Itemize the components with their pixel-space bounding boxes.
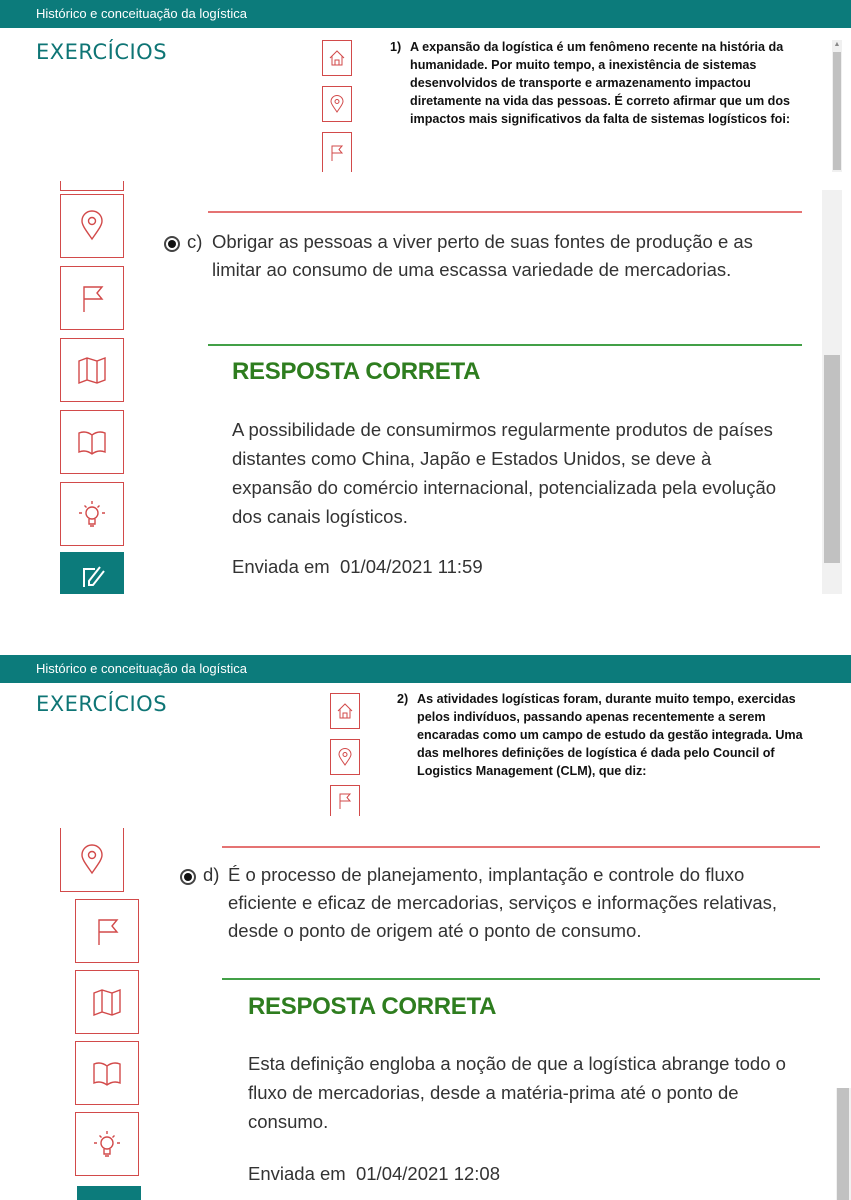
content-scrollbar[interactable] (822, 190, 842, 594)
sent-label: Enviada em (232, 556, 330, 577)
feedback-text: Esta definição engloba a noção de que a logística abrange todo o fluxo de mercadorias, desde a matéria-prima até o ponto de consumo. (248, 1053, 786, 1132)
section-title: EXERCÍCIOS (36, 692, 168, 716)
flag-icon[interactable] (75, 899, 139, 963)
location-pin-icon[interactable] (322, 86, 352, 122)
result-separator (222, 978, 820, 980)
book-icon[interactable] (75, 1041, 139, 1105)
question-2 (397, 690, 822, 780)
answer-radio[interactable] (180, 869, 196, 885)
lightbulb-icon[interactable] (60, 482, 124, 546)
question-scrollbar[interactable] (832, 40, 842, 172)
home-icon[interactable] (330, 693, 360, 729)
answer-separator (222, 846, 820, 848)
result-title: RESPOSTA CORRETA (248, 993, 497, 1020)
sent-timestamp (232, 556, 483, 578)
answer-letter: c) (187, 231, 203, 252)
partial-icon-tile (60, 181, 124, 191)
feedback-text: A possibilidade de consumirmos regularmente produtos de países distantes como China, Japão e Estados Unidos, se deve à expansão do comércio internacional, potencializada pela evolução dos canais logísticos. (232, 419, 777, 527)
breadcrumb[interactable]: Histórico e conceituação da logística (36, 661, 248, 676)
breadcrumb[interactable]: Histórico e conceituação da logística (36, 6, 248, 21)
sent-date: 01/04/2021 12:08 (355, 1163, 501, 1184)
scroll-up-icon[interactable]: ▲ (833, 41, 841, 48)
question-1 (390, 38, 810, 128)
question-number: 1) (390, 40, 402, 54)
question-text: A expansão da logística é um fenômeno recente na história da humanidade. Por muito tempo, a inexistência de sistemas desenvolvidos de transporte e armazenamento impactou diretamente na vida das pessoas. É correto afirmar que um dos impactos mais significativos da falta de sistemas logísticos foi: (410, 40, 791, 126)
content-scrollbar[interactable] (836, 1088, 851, 1200)
edit-icon[interactable] (77, 1186, 141, 1200)
selected-answer (203, 861, 798, 945)
question-text: As atividades logísticas foram, durante muito tempo, exercidas pelos indivíduos, passando apenas recentemente a serem encaradas como um campo de estudo da gestão integrada. Uma das melhores definições de logística é dada pelo Council of Logistics Management (CLM), que diz: (417, 692, 803, 778)
breadcrumb-bar (0, 0, 851, 28)
answer-separator (208, 211, 802, 213)
edit-icon[interactable] (60, 552, 124, 594)
book-icon[interactable] (60, 410, 124, 474)
location-pin-icon[interactable] (330, 739, 360, 775)
question-number: 2) (397, 692, 409, 706)
result-title: RESPOSTA CORRETA (232, 358, 481, 385)
flag-icon[interactable] (322, 132, 352, 172)
sent-label: Enviada em (248, 1163, 346, 1184)
section-title: EXERCÍCIOS (36, 40, 168, 64)
sent-timestamp (248, 1163, 500, 1185)
location-pin-icon[interactable] (60, 828, 124, 892)
sent-date: 01/04/2021 11:59 (339, 556, 483, 577)
location-pin-icon[interactable] (60, 194, 124, 258)
answer-letter: d) (203, 864, 220, 885)
flag-icon[interactable] (330, 785, 360, 816)
lightbulb-icon[interactable] (75, 1112, 139, 1176)
breadcrumb-bar (0, 655, 851, 683)
map-icon[interactable] (60, 338, 124, 402)
result-separator (208, 344, 802, 346)
selected-answer (187, 228, 777, 284)
home-icon[interactable] (322, 40, 352, 76)
answer-radio[interactable] (164, 236, 180, 252)
map-icon[interactable] (75, 970, 139, 1034)
answer-text: É o processo de planejamento, implantação e controle do fluxo eficiente e eficaz de mercadorias, serviços e informações relativas, desde o ponto de origem até o ponto de consumo. (228, 864, 778, 941)
answer-text: Obrigar as pessoas a viver perto de suas fontes de produção e as limitar ao consumo de uma escassa variedade de mercadorias. (212, 231, 753, 280)
flag-icon[interactable] (60, 266, 124, 330)
